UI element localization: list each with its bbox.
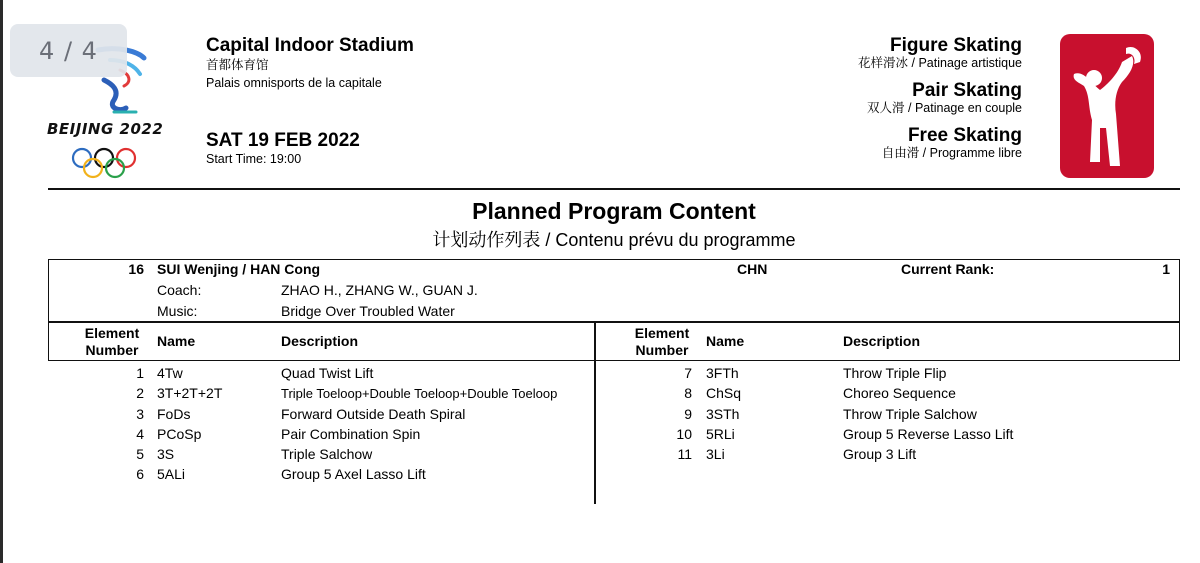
coach-label: Coach:	[157, 282, 202, 298]
element-code: 3STh	[706, 406, 740, 422]
element-code: FoDs	[157, 406, 191, 422]
olympic-rings-icon	[70, 144, 150, 184]
element-code: 3T+2T+2T	[157, 385, 223, 401]
segment-name-sub: 自由滑 / Programme libre	[881, 146, 1022, 160]
document-subtitle: 计划动作列表 / Contenu prévu du programme	[432, 230, 796, 250]
header-element-number-line2: Number	[85, 342, 139, 358]
venue-name-zh: 首都体育馆	[206, 58, 269, 72]
event-date: SAT 19 FEB 2022	[206, 130, 360, 151]
element-code: 3Li	[706, 446, 725, 462]
element-description: Triple Toeloop+Double Toeloop+Double Toeloop	[281, 386, 558, 401]
element-description: Group 5 Reverse Lasso Lift	[843, 426, 1014, 442]
music-label: Music:	[157, 303, 198, 319]
element-number: 8	[684, 385, 692, 401]
current-rank-label: Current Rank:	[901, 261, 995, 277]
table-divider-vertical	[594, 321, 596, 504]
element-number: 6	[136, 466, 144, 482]
element-description: Quad Twist Lift	[281, 365, 374, 381]
element-description: Pair Combination Spin	[281, 426, 421, 442]
figure-skating-pictogram	[1060, 34, 1154, 178]
element-code: 3FTh	[706, 365, 739, 381]
element-code: 4Tw	[157, 365, 183, 381]
header-rule	[48, 188, 1180, 190]
skater-icon	[1060, 34, 1154, 178]
element-code: 5RLi	[706, 426, 735, 442]
element-number: 3	[136, 406, 144, 422]
element-description: Group 3 Lift	[843, 446, 917, 462]
element-number: 11	[677, 446, 692, 462]
page-counter: 4 / 4	[10, 24, 127, 77]
element-description: Throw Triple Flip	[843, 365, 947, 381]
start-time: Start Time: 19:00	[206, 152, 302, 166]
header-name-right: Name	[706, 333, 745, 349]
table-divider-horizontal	[48, 321, 1180, 323]
element-number: 2	[136, 385, 144, 401]
venue-name: Capital Indoor Stadium	[206, 35, 414, 56]
viewer-edge	[0, 0, 3, 563]
element-code: 3S	[157, 446, 175, 462]
element-number: 5	[136, 446, 144, 462]
header-description-right: Description	[843, 333, 921, 349]
element-number: 7	[684, 365, 692, 381]
music-title: Bridge Over Troubled Water	[281, 303, 455, 319]
header-element-number-line1: Element	[84, 325, 140, 341]
header-element-number-line1-right: Element	[634, 325, 690, 341]
element-code: ChSq	[706, 385, 742, 401]
element-description: Throw Triple Salchow	[843, 406, 977, 422]
sport-name: Figure Skating	[890, 35, 1022, 56]
venue-name-fr: Palais omnisports de la capitale	[206, 76, 382, 90]
element-number: 1	[136, 365, 144, 381]
element-description: Forward Outside Death Spiral	[281, 406, 466, 422]
current-rank-value: 1	[1162, 261, 1170, 277]
sport-name-sub: 花样滑冰 / Patinage artistique	[858, 56, 1022, 70]
element-code: 5ALi	[157, 466, 186, 482]
venue-block	[206, 36, 414, 92]
element-code: PCoSp	[157, 426, 202, 442]
element-number: 4	[136, 426, 144, 442]
element-number: 10	[676, 426, 692, 442]
element-number: 9	[684, 406, 692, 422]
discipline-name: Pair Skating	[912, 80, 1022, 101]
element-description: Choreo Sequence	[843, 385, 956, 401]
header-element-number-line2-right: Number	[635, 342, 689, 358]
element-description: Group 5 Axel Lasso Lift	[281, 466, 426, 482]
header-name: Name	[157, 333, 196, 349]
coach-names: ZHAO H., ZHANG W., GUAN J.	[281, 282, 478, 298]
athlete-number: 16	[128, 261, 144, 277]
athlete-noc: CHN	[737, 261, 768, 277]
athlete-name: SUI Wenjing / HAN Cong	[157, 261, 321, 277]
document-title: Planned Program Content	[472, 198, 756, 224]
header-description: Description	[281, 333, 359, 349]
event-block	[858, 36, 1022, 171]
beijing-2022-wordmark: BEIJING 2022	[47, 120, 164, 138]
element-description: Triple Salchow	[281, 446, 373, 462]
segment-name: Free Skating	[907, 125, 1022, 146]
discipline-name-sub: 双人滑 / Patinage en couple	[867, 101, 1022, 115]
